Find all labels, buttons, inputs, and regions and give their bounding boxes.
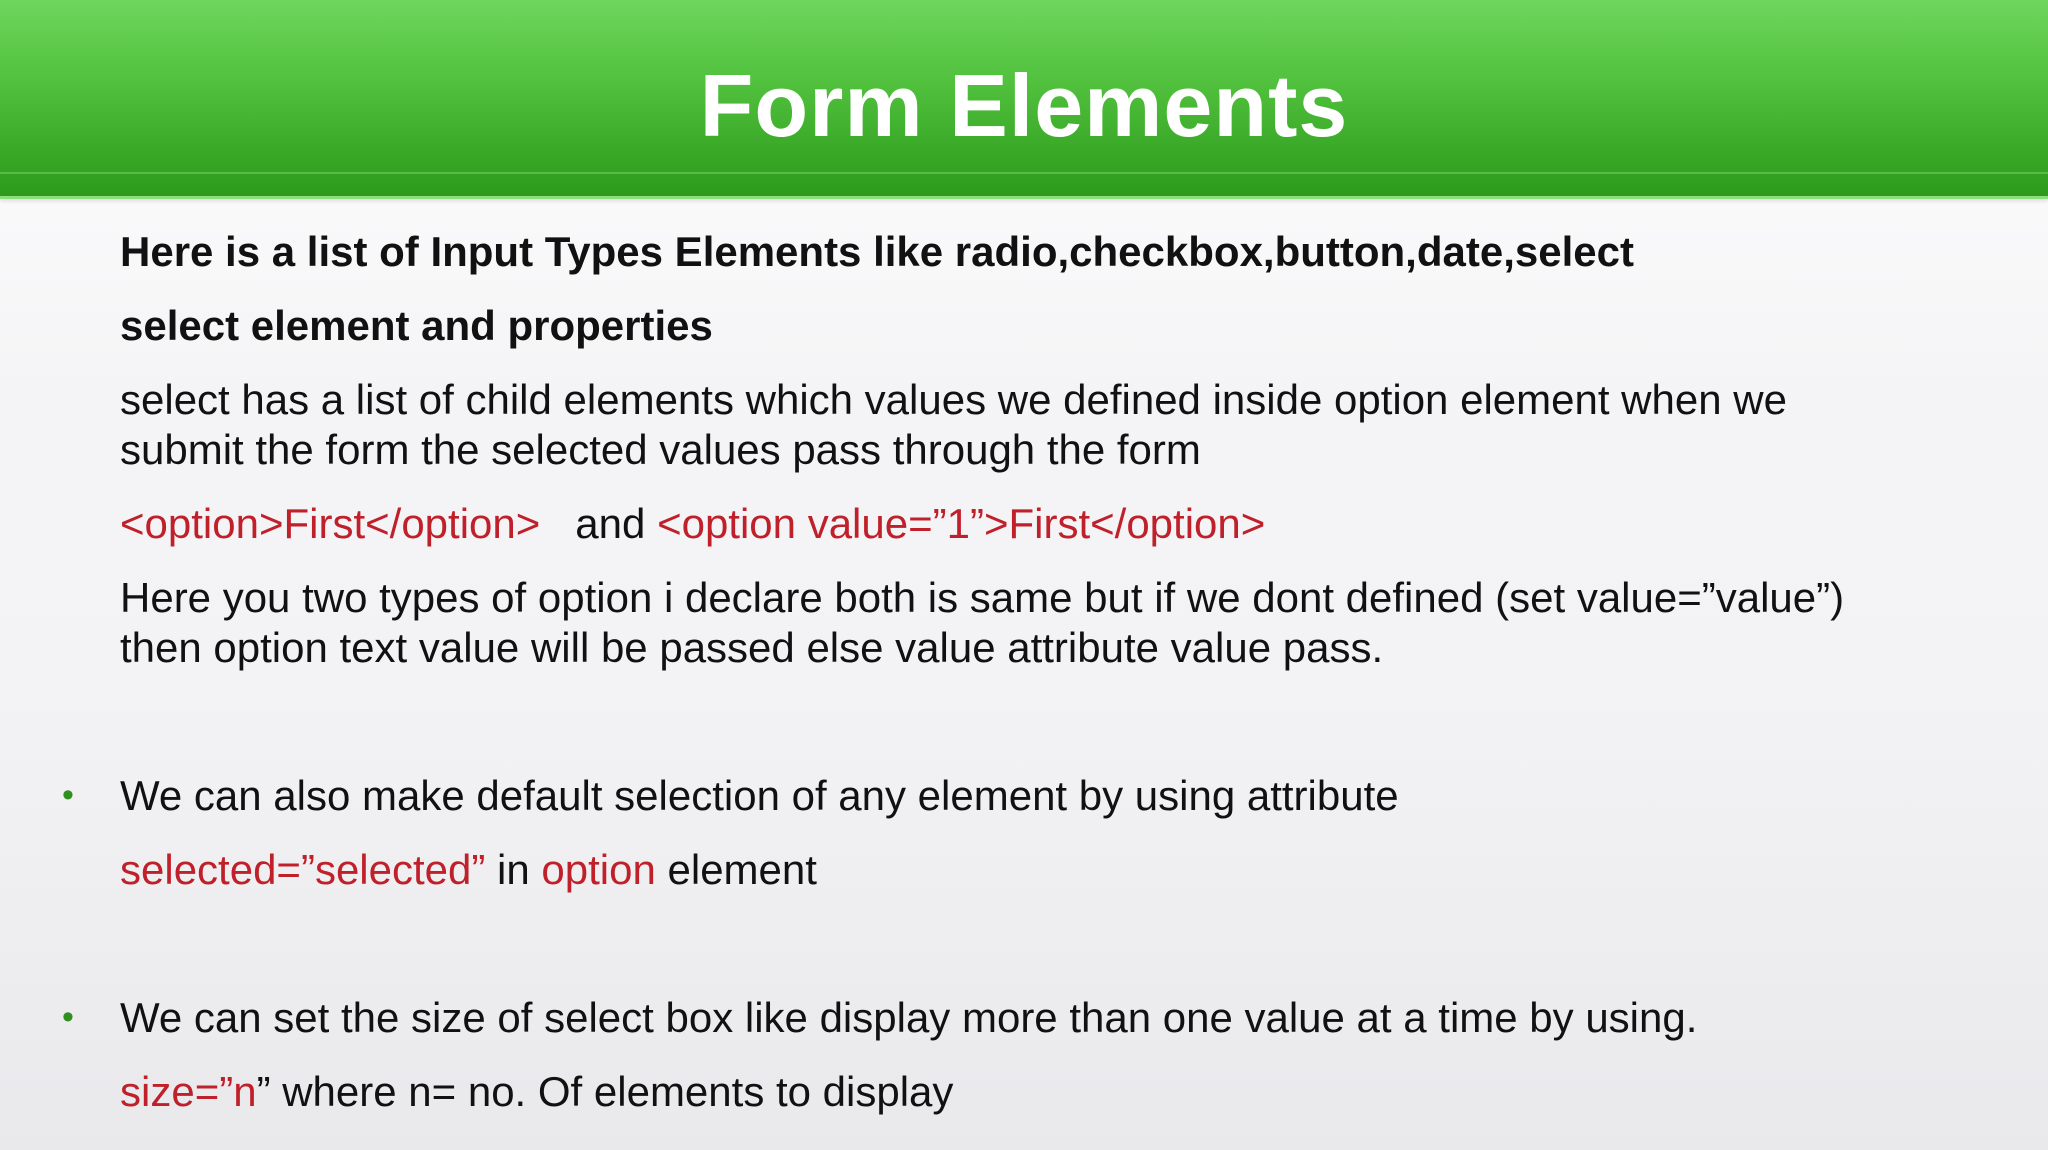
bullet-2-code-size: size=”n [120, 1068, 257, 1115]
code-option-value: <option value=”1”>First</option> [657, 500, 1266, 547]
bullet-marker-1: • [62, 776, 74, 814]
slide-title: Form Elements [699, 56, 1349, 155]
subheading: select element and properties [120, 302, 713, 349]
bullet-2-subline [120, 1066, 953, 1117]
paragraph-1-line-1: select has a list of child elements which values we defined inside option element when we [120, 376, 1787, 423]
paragraph-2-line-2: then option text value will be passed else value attribute value pass. [120, 624, 1384, 671]
bullet-2-text: We can set the size of select box like display more than one value at a time by using. [120, 994, 1698, 1041]
code-option-plain: <option>First</option> [120, 500, 541, 547]
bullet-1-subline [120, 844, 817, 895]
bullet-1-text: We can also make default selection of any element by using attribute [120, 772, 1399, 819]
bullet-marker-2: • [62, 998, 74, 1036]
bullet-1-code-selected: selected=”selected” [120, 846, 486, 893]
paragraph-2-line-1: Here you two types of option i declare both is same but if we dont defined (set value=”value”) [120, 574, 1845, 621]
code-example-line [120, 498, 1265, 549]
code-connector: and [540, 500, 658, 547]
title-bar [0, 0, 2048, 199]
bullet-1-code-option: option [541, 846, 656, 893]
bullet-1-rest: element [655, 846, 817, 893]
bullet-2-rest: ” where n= no. Of elements to display [256, 1068, 954, 1115]
bullet-1-mid: in [485, 846, 542, 893]
paragraph-1-line-2: submit the form the selected values pass through the form [120, 426, 1201, 473]
intro-text: Here is a list of Input Types Elements like radio,checkbox,button,date,select [120, 228, 1634, 275]
